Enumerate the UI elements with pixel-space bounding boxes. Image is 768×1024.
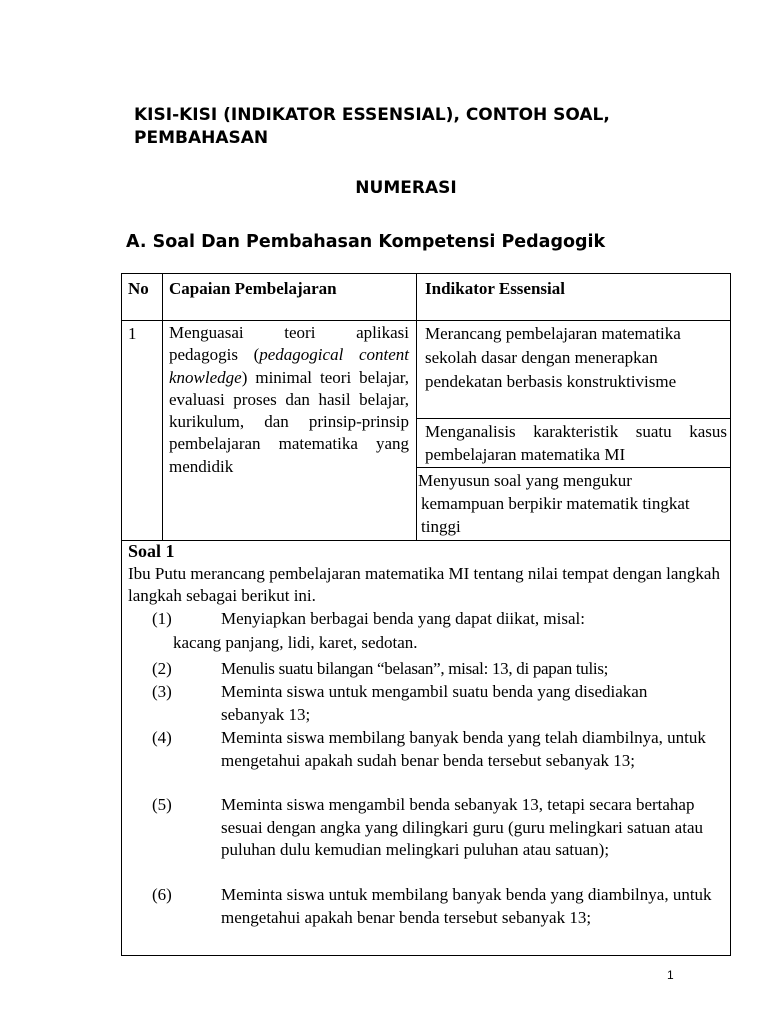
- header-indikator: Indikator Essensial: [425, 279, 565, 298]
- row-divider: [416, 467, 730, 468]
- row-number: 1: [128, 324, 137, 343]
- capaian-text-italic: pedagogical content knowledge: [169, 345, 410, 387]
- indikator-3: Menyusun soal yang mengukur kemampuan berpikir matematik tingkat tinggi: [418, 471, 690, 536]
- row-divider: [122, 320, 730, 321]
- step-number: (5): [152, 795, 172, 814]
- page-number: 1: [667, 968, 674, 982]
- kisi-kisi-table: [121, 273, 731, 956]
- indikator-1: Merancang pembelajaran matematika sekolah dasar dengan menerapkan pendekatan berbasis konstruktivisme: [425, 324, 681, 391]
- section-heading: A. Soal Dan Pembahasan Kompetensi Pedagogik: [126, 232, 606, 252]
- step-text: Meminta siswa membilang banyak benda yang telah diambilnya, untuk mengetahui apakah sudah benar benda tersebut sebanyak 13;: [221, 728, 706, 770]
- step-text: Meminta siswa untuk mengambil suatu benda yang disediakan sebanyak 13;: [221, 682, 648, 724]
- header-no: No: [128, 279, 149, 298]
- capaian-text: [169, 322, 409, 478]
- row-divider: [122, 540, 730, 541]
- step-number: (3): [152, 682, 172, 701]
- capaian-text-pre: Menguasai teori aplikasi pedagogis (: [169, 323, 409, 365]
- step-text: Menyiapkan berbagai benda yang dapat diikat, misal:: [221, 609, 585, 628]
- indikator-2: Menganalisis karakteristik suatu kasus pembelajaran matematika MI: [425, 422, 727, 464]
- capaian-text-post: ) minimal teori belajar, evaluasi proses dan hasil belajar, kurikulum, dan prinsip-prinsip pembelajaran matematika yang mendidik: [169, 367, 409, 476]
- step-number: (1): [152, 609, 172, 628]
- soal-heading: Soal 1: [128, 541, 175, 561]
- subject-heading: NUMERASI: [355, 178, 457, 198]
- document-title: KISI-KISI (INDIKATOR ESSENSIAL), CONTOH SOAL, PEMBAHASAN: [134, 105, 610, 148]
- step-number: (6): [152, 885, 172, 904]
- step-text: Meminta siswa mengambil benda sebanyak 13, tetapi secara bertahap sesuai dengan angka yang dilingkari guru (guru melingkari satuan atau puluhan dulu kemudian melingkari puluhan atau satuan);: [221, 795, 703, 859]
- step-text-continuation: kacang panjang, lidi, karet, sedotan.: [173, 633, 418, 652]
- soal-intro: Ibu Putu merancang pembelajaran matematika MI tentang nilai tempat dengan langkah langkah sebagai berikut ini.: [128, 564, 720, 605]
- step-text: Meminta siswa untuk membilang banyak benda yang diambilnya, untuk mengetahui apakah benar benda tersebut sebanyak 13;: [221, 885, 712, 927]
- column-divider: [162, 274, 163, 541]
- column-divider: [416, 274, 417, 541]
- header-capaian: Capaian Pembelajaran: [169, 279, 337, 298]
- step-number: (2): [152, 659, 172, 678]
- step-number: (4): [152, 728, 172, 747]
- step-text: Menulis suatu bilangan “belasan”, misal: 13, di papan tulis;: [221, 659, 609, 678]
- row-divider: [416, 418, 730, 419]
